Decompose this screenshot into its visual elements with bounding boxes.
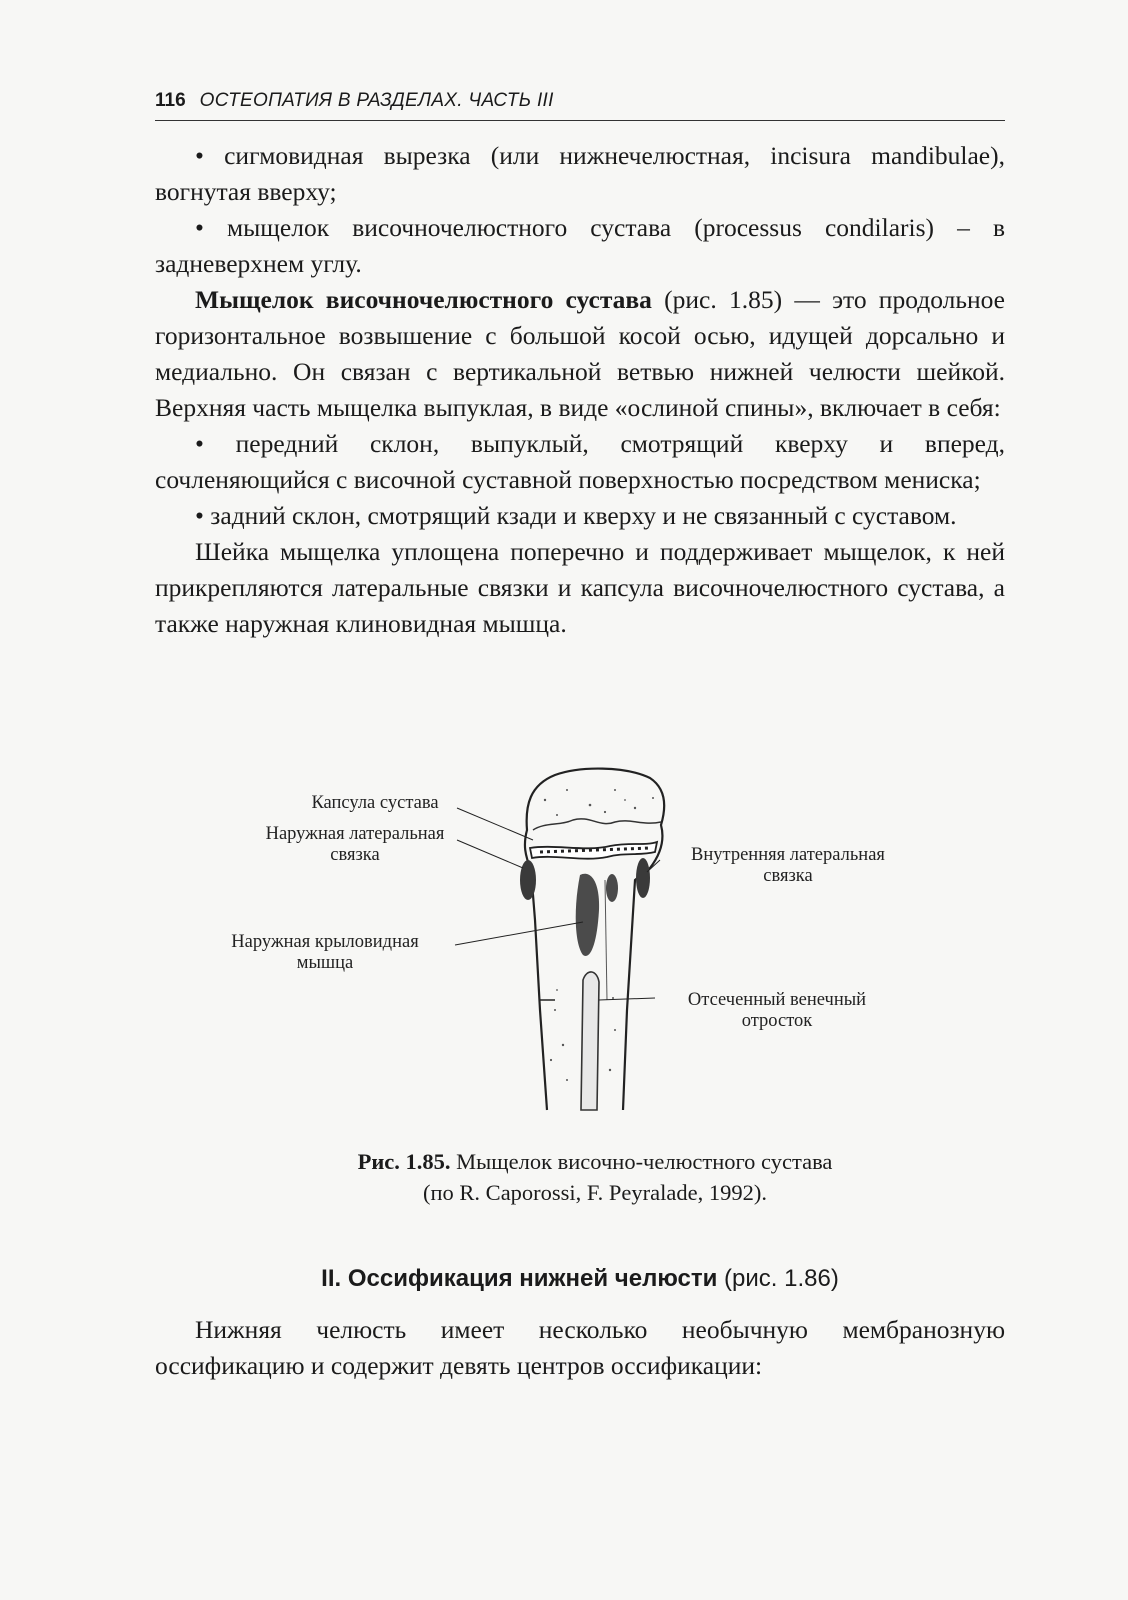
label-pterygoid-line1: Наружная крыловидная: [231, 932, 419, 952]
neck-line: [605, 880, 607, 1000]
paragraph-condyle-neck: Шейка мыщелка уплощена поперечно и поддерживает мыщелок, к ней прикрепляются латеральные связки и капсула височночелюстного сустава, а также наружная клиновидная мышца.: [155, 537, 1005, 638]
pterygoid-shape: [576, 874, 599, 956]
condyle-head: [533, 819, 661, 830]
label-coronoid-line2: отросток: [741, 1011, 813, 1031]
figure-condyle: [195, 760, 935, 1120]
bullet-sigmoid-notch: • сигмовидная вырезка (или нижнечелюстная, incisura mandibulae), вогнутая вверху;: [155, 141, 1005, 206]
term-condyle: Мыщелок височночелюстного сустава: [195, 285, 652, 314]
label-inner-ligament-line1: Внутренняя латеральная: [691, 845, 885, 865]
main-text: [155, 138, 1005, 642]
label-outer-ligament-line2: связка: [330, 845, 380, 865]
section-figure-ref: (рис. 1.86): [717, 1265, 839, 1292]
label-pterygoid-line2: мышца: [296, 953, 354, 973]
caption-source: (по R. Caporossi, F. Peyralade, 1992).: [423, 1180, 767, 1205]
label-capsule: Капсула сустава: [311, 793, 439, 813]
label-outer-ligament: [235, 824, 475, 866]
inner-ligament-shape: [636, 858, 650, 898]
label-inner-ligament: [663, 845, 913, 887]
leader-pterygoid: [455, 922, 583, 945]
section-title: II. Оссификация нижней челюсти: [321, 1265, 718, 1292]
caption-label: Рис. 1.85.: [357, 1149, 451, 1174]
section-heading: [155, 1262, 1005, 1296]
closing-text: [155, 1312, 1005, 1384]
label-outer-ligament-line1: Наружная латеральная: [265, 824, 445, 844]
label-coronoid: [657, 990, 897, 1032]
label-pterygoid: [200, 932, 450, 974]
figure-caption: [200, 1146, 990, 1208]
bullet-condyle: • мыщелок височночелюстного сустава (processus condilaris) – в задневерхнем углу.: [155, 213, 1005, 278]
inner-ligament-small: [606, 874, 618, 902]
bullet-anterior-slope: • передний склон, выпуклый, смотрящий кверху и вперед, сочленяющийся с височной суставной поверхностью посредством мениска;: [155, 429, 1005, 494]
running-title: ОСТЕОПАТИЯ В РАЗДЕЛАХ. ЧАСТЬ III: [199, 90, 554, 111]
caption-text: Мыщелок височно-челюстного сустава: [450, 1149, 833, 1174]
page-number: 116: [155, 90, 186, 111]
running-header: [155, 88, 1005, 122]
bullet-posterior-slope: • задний склон, смотрящий кзади и кверху и не связанный с суставом.: [195, 501, 957, 530]
header-rule: [155, 120, 1005, 121]
label-coronoid-line1: Отсеченный венечный: [687, 990, 867, 1010]
coronoid-strip: [581, 972, 599, 1110]
paragraph-condyle-text: (рис. 1.85) — это продольное горизонтальное возвышение с большой косой осью, идущей дорсально и медиально. Он связан с вертикальной ветвью нижней челюсти шейкой. Верхняя часть мыщелка выпуклая, в виде «ослиной спины», включает в себя:: [155, 285, 1005, 422]
outer-ligament-shape: [520, 860, 536, 900]
paragraph-ossification: Нижняя челюсть имеет несколько необычную мембранозную оссификацию и содержит девять центров оссификации:: [155, 1315, 1005, 1380]
label-inner-ligament-line2: связка: [763, 866, 813, 886]
paragraph-condyle: [155, 282, 1005, 426]
